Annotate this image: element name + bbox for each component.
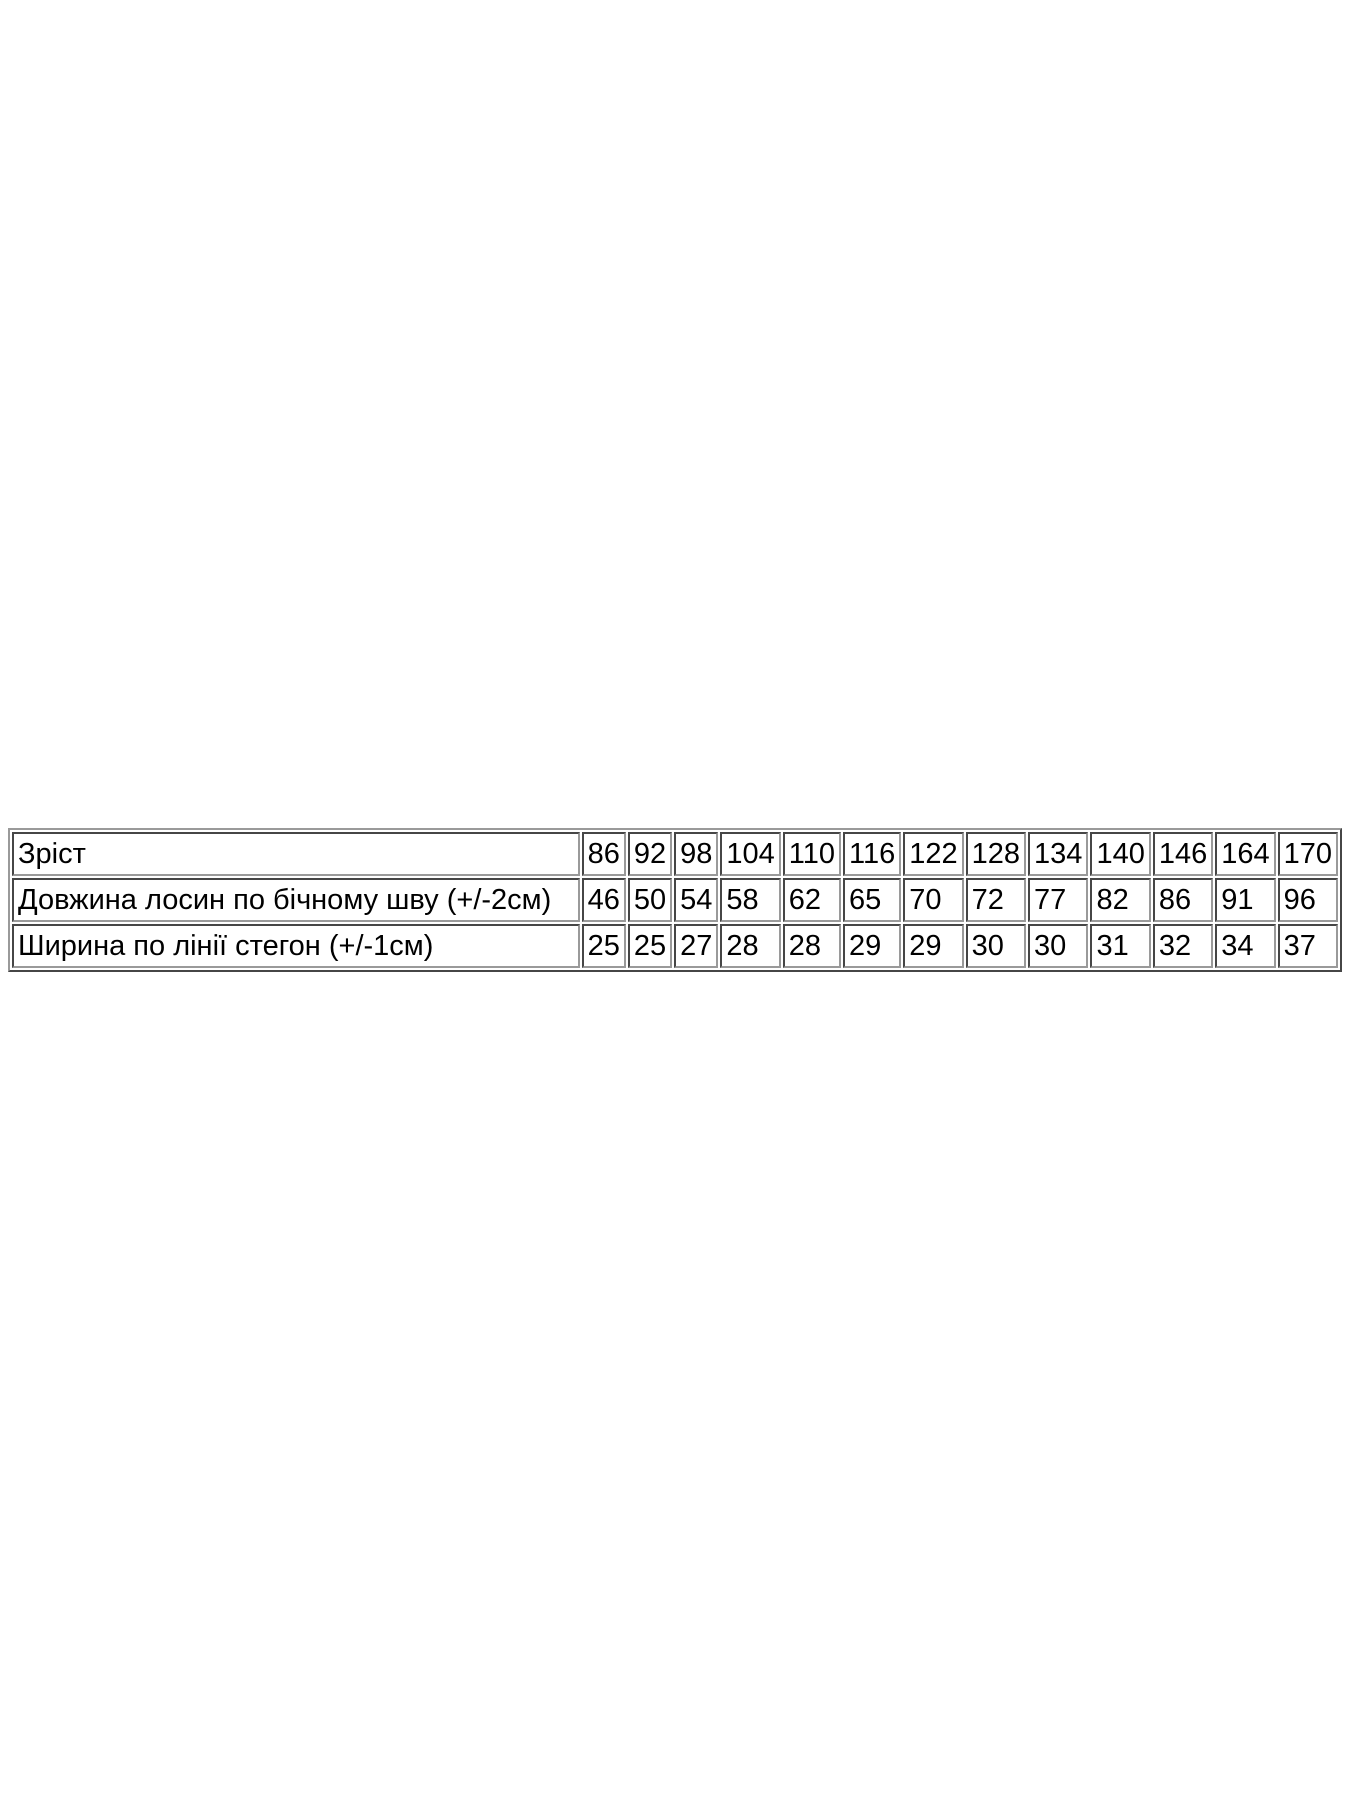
value-cell: 37	[1278, 924, 1338, 968]
value-cell: 65	[843, 878, 901, 922]
value-cell: 72	[966, 878, 1026, 922]
value-cell: 25	[628, 924, 672, 968]
value-cell: 98	[674, 832, 718, 876]
table-row	[12, 924, 1338, 968]
value-cell: 62	[783, 878, 841, 922]
value-cell: 82	[1090, 878, 1150, 922]
value-cell: 34	[1215, 924, 1275, 968]
value-cell: 164	[1215, 832, 1275, 876]
value-cell: 70	[903, 878, 963, 922]
value-cell: 110	[783, 832, 841, 876]
value-cell: 122	[903, 832, 963, 876]
value-cell: 30	[1028, 924, 1088, 968]
row-label-cell: Зріст	[12, 832, 580, 876]
table-row	[12, 878, 1338, 922]
value-cell: 86	[582, 832, 626, 876]
size-table-container	[8, 828, 1342, 972]
value-cell: 46	[582, 878, 626, 922]
size-table	[8, 828, 1342, 972]
value-cell: 77	[1028, 878, 1088, 922]
value-cell: 116	[843, 832, 901, 876]
value-cell: 31	[1090, 924, 1150, 968]
value-cell: 58	[720, 878, 780, 922]
value-cell: 92	[628, 832, 672, 876]
value-cell: 29	[843, 924, 901, 968]
size-table-body	[12, 832, 1338, 968]
value-cell: 28	[720, 924, 780, 968]
value-cell: 30	[966, 924, 1026, 968]
value-cell: 91	[1215, 878, 1275, 922]
value-cell: 54	[674, 878, 718, 922]
value-cell: 134	[1028, 832, 1088, 876]
row-label-cell: Довжина лосин по бічному шву (+/-2см)	[12, 878, 580, 922]
value-cell: 86	[1153, 878, 1213, 922]
row-label-cell: Ширина по лінії стегон (+/-1см)	[12, 924, 580, 968]
value-cell: 32	[1153, 924, 1213, 968]
value-cell: 146	[1153, 832, 1213, 876]
value-cell: 96	[1278, 878, 1338, 922]
value-cell: 170	[1278, 832, 1338, 876]
value-cell: 28	[783, 924, 841, 968]
value-cell: 104	[720, 832, 780, 876]
value-cell: 128	[966, 832, 1026, 876]
value-cell: 140	[1090, 832, 1150, 876]
value-cell: 25	[582, 924, 626, 968]
value-cell: 29	[903, 924, 963, 968]
table-row	[12, 832, 1338, 876]
value-cell: 27	[674, 924, 718, 968]
value-cell: 50	[628, 878, 672, 922]
